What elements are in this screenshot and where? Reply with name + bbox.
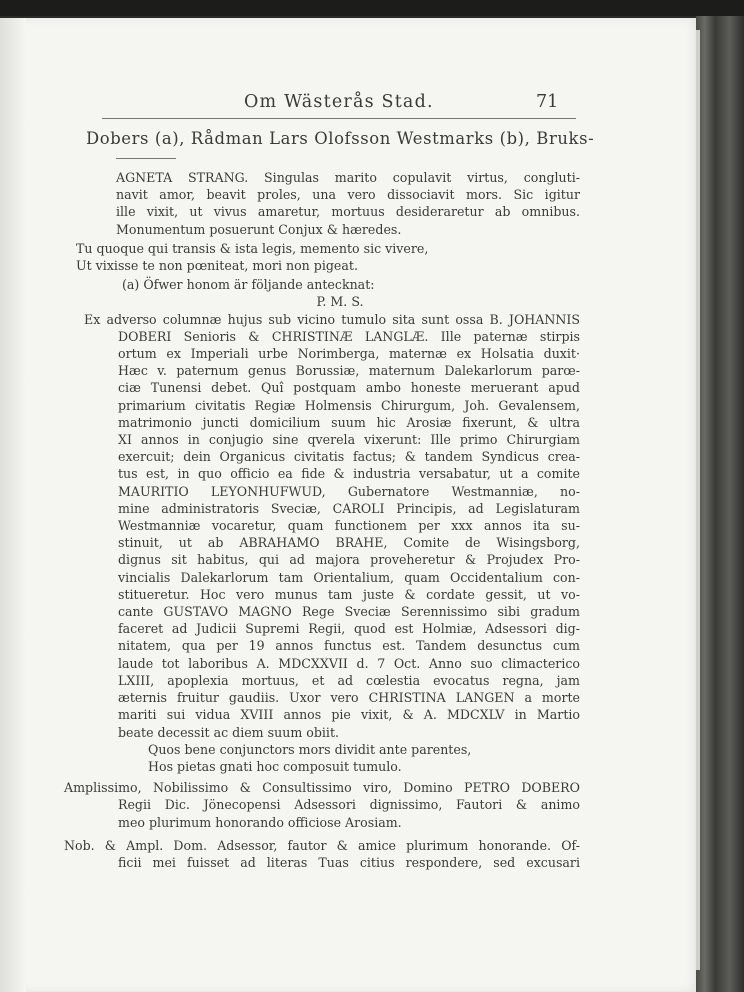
inscription-line: dignus sit habitus, qui ad majora proveheretur & Projudex Pro-	[118, 552, 580, 568]
epitaph-line: navit amor, beavit proles, una vero dissociavit mors. Sic igitur	[116, 187, 580, 203]
inscription-line: ciæ Tunensi debet. Quî postquam ambo honeste meruerant apud	[118, 380, 580, 396]
inscription-line: mine administratoris Sveciæ, CAROLI Principis, ad Legislaturam	[118, 500, 580, 516]
address-line: Amplissimo, Nobilissimo & Consultissimo viro, Domino PETRO DOBERO	[64, 780, 580, 796]
couplet	[76, 240, 580, 274]
inscription-line: MAURITIO LEYONHUFWUD, Gubernatore Westmanniæ, no-	[118, 483, 580, 499]
verse-line: Quos bene conjunctors mors dividit ante parentes,	[148, 741, 472, 757]
inscription-line: stinuit, ut ab ABRAHAMO BRAHE, Comite de Wisingsborg,	[118, 535, 580, 551]
inscription-line: nitatem, qua per 19 annos functus est. Tandem desunctus cum	[118, 638, 580, 654]
section-rule	[116, 158, 176, 159]
inscription-line: mariti sui vidua XVIII annos pie vixit, & A. MDCXLV in Martio	[118, 707, 580, 723]
address-line: Regii Dic. Jönecopensi Adsessori dignissimo, Fautori & animo	[118, 797, 580, 813]
page-header	[0, 74, 700, 114]
inscription-line: Ex adverso columnæ hujus sub vicino tumulo sita sunt ossa B. JOHANNIS	[84, 311, 580, 327]
continuation-line: Dobers (a), Rådman Lars Olofsson Westmarks (b), Bruks-	[86, 129, 595, 148]
header-rule	[102, 118, 576, 119]
running-title: Om Wästerås Stad.	[244, 92, 434, 112]
footnote-intro: (a) Öfwer honom är följande antecknat:	[122, 277, 375, 293]
epitaph-line: Monumentum posuerunt Conjux & hæredes.	[116, 221, 402, 237]
inscription-line: æternis fruitur gaudiis. Uxor vero CHRISTINA LANGEN a morte	[118, 690, 580, 706]
letter-line: ficii mei fuisset ad literas Tuas citius respondere, sed excusari	[118, 854, 580, 870]
inscription	[84, 311, 580, 741]
page-gutter	[0, 18, 26, 992]
letter-line: Nob. & Ampl. Dom. Adsessor, fautor & amice plurimum honorande. Of-	[64, 837, 580, 853]
inscription-line: beate decessit ac diem suum obiit.	[118, 724, 340, 740]
inscription-line: XI annos in conjugio sine qverela vixerunt: Ille primo Chirurgiam	[118, 432, 580, 448]
inscription-line: matrimonio juncti domicilium suum hic Arosiæ fixerunt, & ultra	[118, 414, 580, 430]
epitaph-line: AGNETA STRANG. Singulas marito copulavit virtus, congluti-	[116, 170, 580, 185]
letter-body	[64, 837, 580, 871]
inscription-line: laude tot laboribus A. MDCXXVII d. 7 Oct. Anno suo climacterico	[118, 655, 580, 671]
epitaph-line: ille vixit, ut vivus amaretur, mortuus desideraretur ab omnibus.	[116, 204, 580, 220]
inscription-line: tus est, in quo officio ea fide & industria versabatur, ut a comite	[118, 466, 580, 482]
inscription-line: DOBERI Senioris & CHRISTINÆ LANGLÆ. Ille paternæ stirpis	[118, 328, 580, 344]
inscription-line: exercuit; dein Organicus civitatis factus; & tandem Syndicus crea-	[118, 449, 580, 465]
inscription-line: ortum ex Imperiali urbe Norimberga, maternæ ex Holsatia duxit·	[118, 346, 580, 362]
page-number: 71	[536, 92, 559, 112]
inscription-line: primarium civitatis Regiæ Holmensis Chirurgum, Joh. Gevalensem,	[118, 397, 580, 413]
inscription-line: stitueretur. Hoc vero munus tam juste & cordate gessit, ut vo-	[118, 586, 580, 602]
inscription-line: Hæc v. paternum genus Borussiæ, maternum Dalekarlorum parœ-	[118, 363, 580, 379]
verse	[148, 741, 580, 775]
inscription-line: cante GUSTAVO MAGNO Rege Sveciæ Serennissimo sibi gradum	[118, 604, 580, 620]
epitaph	[116, 169, 580, 238]
scan-top-edge	[0, 0, 744, 16]
book-spine	[696, 16, 744, 992]
inscription-line: LXIII, apoplexia mortuus, et ad cœlestia evocatus regna, jam	[118, 672, 580, 688]
couplet-line: Ut vixisse te non pœniteat, mori non pigeat.	[76, 258, 358, 274]
page-body	[64, 128, 595, 871]
inscription-line: Westmanniæ vocaretur, quam functionem per xxx annos ita su-	[118, 518, 580, 534]
address-line: meo plurimum honorando officiose Arosiam.	[118, 814, 402, 830]
inscription-line: faceret ad Judicii Supremi Regii, quod est Holmiæ, Adsessori dig-	[118, 621, 580, 637]
inscription-line: vincialis Dalekarlorum tam Orientalium, quam Occidentalium con-	[118, 569, 580, 585]
couplet-line: Tu quoque qui transis & ista legis, memento sic vivere,	[76, 240, 429, 256]
pms-heading: P. M. S.	[316, 294, 364, 310]
letter-address	[64, 779, 580, 831]
verse-line: Hos pietas gnati hoc composuit tumulo.	[148, 758, 402, 774]
page-stack-edge	[696, 30, 700, 970]
